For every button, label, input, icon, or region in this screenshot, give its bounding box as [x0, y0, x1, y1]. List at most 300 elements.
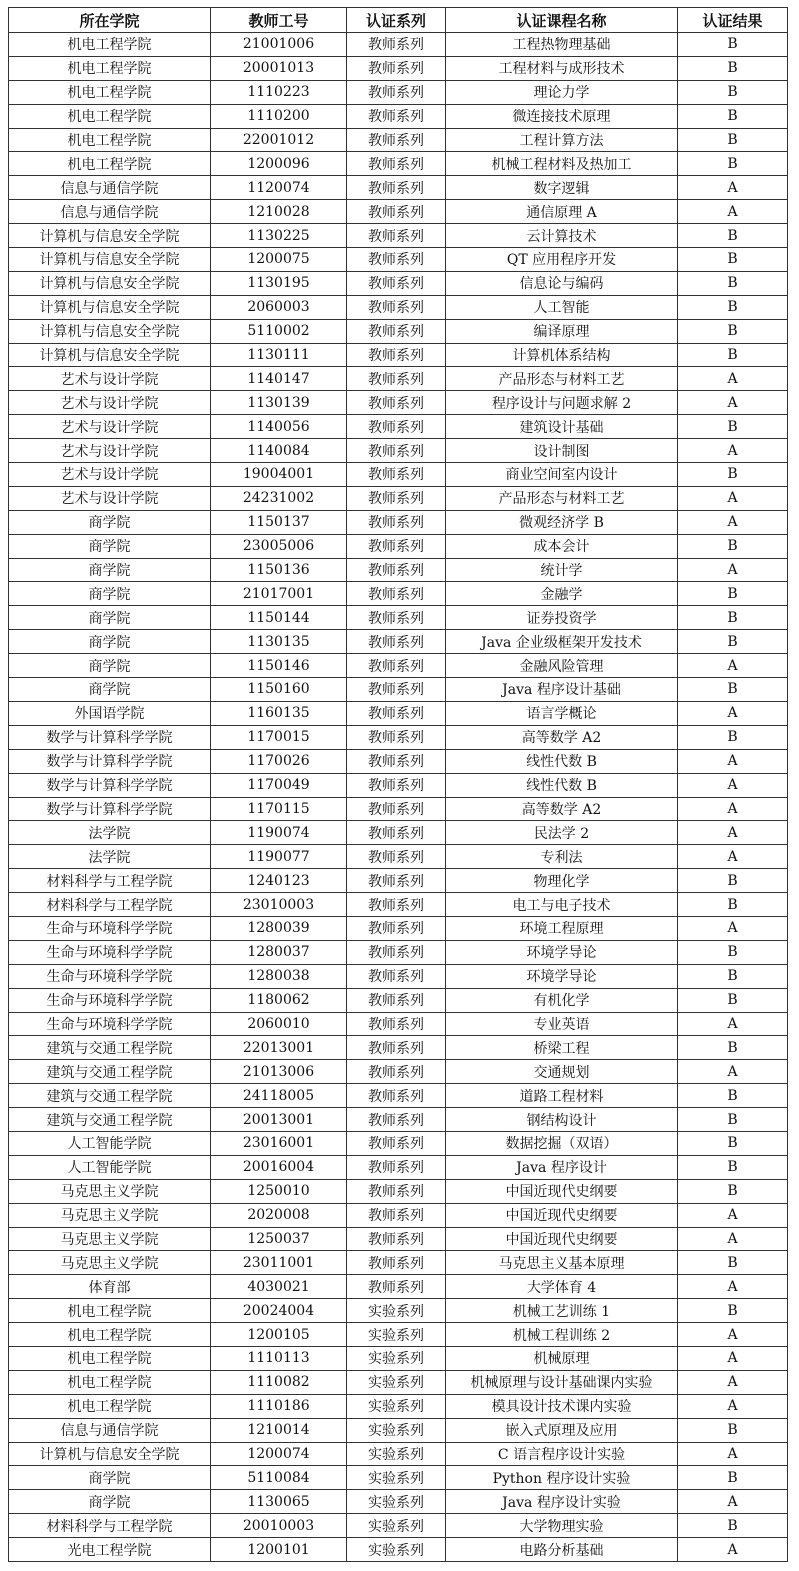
table-row [9, 1418, 788, 1442]
cell-course-name: 线性代数 B [446, 773, 678, 797]
cell-result: B [678, 1036, 788, 1060]
cell-course-name: 高等数学 A2 [446, 725, 678, 749]
table-row [9, 749, 788, 773]
cell-course-name: 证券投资学 [446, 606, 678, 630]
cell-series: 实验系列 [347, 1370, 446, 1394]
cell-course-name: 计算机体系结构 [446, 343, 678, 367]
cell-series: 教师系列 [347, 749, 446, 773]
cell-series: 教师系列 [347, 821, 446, 845]
table-row [9, 391, 788, 415]
cell-college: 商学院 [9, 678, 211, 702]
cell-course-name: 大学体育 4 [446, 1275, 678, 1299]
cell-course-name: 金融学 [446, 582, 678, 606]
table-row [9, 128, 788, 152]
cell-course-name: 中国近现代史纲要 [446, 1227, 678, 1251]
cell-course-name: 民法学 2 [446, 821, 678, 845]
cell-college: 生命与环境科学学院 [9, 916, 211, 940]
cell-teacher-id: 21017001 [211, 582, 347, 606]
cell-college: 商学院 [9, 654, 211, 678]
cell-course-name: 机械原理与设计基础课内实验 [446, 1370, 678, 1394]
header-course-name: 认证课程名称 [446, 8, 678, 33]
cell-series: 教师系列 [347, 869, 446, 893]
cell-college: 外国语学院 [9, 701, 211, 725]
cell-course-name: 理论力学 [446, 80, 678, 104]
cell-teacher-id: 19004001 [211, 463, 347, 487]
cell-course-name: 模具设计技术课内实验 [446, 1394, 678, 1418]
table-row [9, 1108, 788, 1132]
cell-result: A [678, 1060, 788, 1084]
table-row [9, 1036, 788, 1060]
cell-series: 教师系列 [347, 200, 446, 224]
table-row [9, 152, 788, 176]
cell-teacher-id: 1170015 [211, 725, 347, 749]
cell-series: 实验系列 [347, 1490, 446, 1514]
cell-teacher-id: 1130139 [211, 391, 347, 415]
table-row [9, 1370, 788, 1394]
cell-teacher-id: 2060010 [211, 1012, 347, 1036]
cell-teacher-id: 1200101 [211, 1538, 347, 1562]
cell-college: 信息与通信学院 [9, 1418, 211, 1442]
cell-result: A [678, 1275, 788, 1299]
cell-result: B [678, 343, 788, 367]
cell-series: 教师系列 [347, 1227, 446, 1251]
cell-result: B [678, 893, 788, 917]
table-row [9, 56, 788, 80]
cell-teacher-id: 1130111 [211, 343, 347, 367]
cell-series: 实验系列 [347, 1442, 446, 1466]
cell-college: 机电工程学院 [9, 1394, 211, 1418]
cell-result: A [678, 654, 788, 678]
table-row [9, 988, 788, 1012]
cell-series: 教师系列 [347, 510, 446, 534]
cell-result: B [678, 1251, 788, 1275]
cell-teacher-id: 4030021 [211, 1275, 347, 1299]
cell-teacher-id: 1110223 [211, 80, 347, 104]
cell-series: 教师系列 [347, 224, 446, 248]
cell-result: B [678, 1299, 788, 1323]
cell-result: B [678, 1131, 788, 1155]
cell-college: 生命与环境科学学院 [9, 964, 211, 988]
cell-course-name: 数字逻辑 [446, 176, 678, 200]
cell-result: A [678, 1394, 788, 1418]
cell-result: A [678, 486, 788, 510]
cell-result: B [678, 606, 788, 630]
cell-college: 马克思主义学院 [9, 1179, 211, 1203]
cell-series: 教师系列 [347, 343, 446, 367]
cell-teacher-id: 21013006 [211, 1060, 347, 1084]
table-row [9, 845, 788, 869]
table-row [9, 582, 788, 606]
cell-course-name: 机械工程训练 2 [446, 1323, 678, 1347]
cell-series: 教师系列 [347, 534, 446, 558]
table-row [9, 1442, 788, 1466]
table-row [9, 1227, 788, 1251]
cell-series: 教师系列 [347, 845, 446, 869]
cell-teacher-id: 1200075 [211, 248, 347, 272]
table-row [9, 80, 788, 104]
cell-college: 光电工程学院 [9, 1538, 211, 1562]
table-row [9, 271, 788, 295]
cell-course-name: Java 程序设计实验 [446, 1490, 678, 1514]
cell-result: B [678, 33, 788, 57]
cell-result: A [678, 821, 788, 845]
header-row [9, 8, 788, 33]
cell-college: 机电工程学院 [9, 152, 211, 176]
cell-course-name: 环境工程原理 [446, 916, 678, 940]
table-row [9, 869, 788, 893]
cell-result: A [678, 845, 788, 869]
table-row [9, 439, 788, 463]
cell-college: 生命与环境科学学院 [9, 940, 211, 964]
cell-course-name: 程序设计与问题求解 2 [446, 391, 678, 415]
cell-college: 信息与通信学院 [9, 176, 211, 200]
cell-college: 机电工程学院 [9, 33, 211, 57]
table-row [9, 1275, 788, 1299]
cell-college: 材料科学与工程学院 [9, 1514, 211, 1538]
cell-series: 教师系列 [347, 1036, 446, 1060]
cell-course-name: 金融风险管理 [446, 654, 678, 678]
table-row [9, 940, 788, 964]
cell-teacher-id: 20001013 [211, 56, 347, 80]
cell-teacher-id: 1280038 [211, 964, 347, 988]
cell-teacher-id: 20013001 [211, 1108, 347, 1132]
cell-series: 教师系列 [347, 916, 446, 940]
cell-teacher-id: 24118005 [211, 1084, 347, 1108]
cell-teacher-id: 1130135 [211, 630, 347, 654]
cell-course-name: 通信原理 A [446, 200, 678, 224]
cell-teacher-id: 21001006 [211, 33, 347, 57]
cell-college: 法学院 [9, 845, 211, 869]
cell-course-name: 有机化学 [446, 988, 678, 1012]
table-row [9, 916, 788, 940]
cell-course-name: Java 程序设计 [446, 1155, 678, 1179]
cell-teacher-id: 23016001 [211, 1131, 347, 1155]
table-row [9, 630, 788, 654]
cell-college: 生命与环境科学学院 [9, 988, 211, 1012]
cell-teacher-id: 2060003 [211, 295, 347, 319]
cell-college: 机电工程学院 [9, 128, 211, 152]
cell-college: 建筑与交通工程学院 [9, 1084, 211, 1108]
cell-series: 教师系列 [347, 271, 446, 295]
table-row [9, 1538, 788, 1562]
cell-result: A [678, 916, 788, 940]
cell-course-name: 中国近现代史纲要 [446, 1179, 678, 1203]
cell-course-name: 云计算技术 [446, 224, 678, 248]
cell-series: 教师系列 [347, 486, 446, 510]
cell-teacher-id: 1120074 [211, 176, 347, 200]
cell-teacher-id: 1150146 [211, 654, 347, 678]
cell-teacher-id: 1190077 [211, 845, 347, 869]
cell-series: 教师系列 [347, 295, 446, 319]
cell-teacher-id: 5110084 [211, 1466, 347, 1490]
cell-series: 教师系列 [347, 606, 446, 630]
cell-result: B [678, 1466, 788, 1490]
cell-result: B [678, 104, 788, 128]
cell-course-name: 产品形态与材料工艺 [446, 486, 678, 510]
table-row [9, 176, 788, 200]
cell-result: A [678, 439, 788, 463]
cell-college: 机电工程学院 [9, 1346, 211, 1370]
cell-teacher-id: 1150137 [211, 510, 347, 534]
cell-result: B [678, 1418, 788, 1442]
cell-college: 艺术与设计学院 [9, 463, 211, 487]
cell-college: 商学院 [9, 606, 211, 630]
cell-course-name: 产品形态与材料工艺 [446, 367, 678, 391]
cell-result: B [678, 940, 788, 964]
cell-result: A [678, 797, 788, 821]
header-teacher-id: 教师工号 [211, 8, 347, 33]
table-row [9, 224, 788, 248]
cell-course-name: 工程热物理基础 [446, 33, 678, 57]
cell-college: 人工智能学院 [9, 1155, 211, 1179]
cell-course-name: 建筑设计基础 [446, 415, 678, 439]
cell-course-name: 机械原理 [446, 1346, 678, 1370]
cell-course-name: 商业空间室内设计 [446, 463, 678, 487]
cell-teacher-id: 1210028 [211, 200, 347, 224]
cell-college: 机电工程学院 [9, 56, 211, 80]
cell-result: A [678, 558, 788, 582]
cell-teacher-id: 1150136 [211, 558, 347, 582]
table-row [9, 367, 788, 391]
cell-series: 教师系列 [347, 1179, 446, 1203]
cell-teacher-id: 1240123 [211, 869, 347, 893]
cell-result: A [678, 176, 788, 200]
cell-teacher-id: 1140147 [211, 367, 347, 391]
table-row [9, 893, 788, 917]
cell-course-name: 电工与电子技术 [446, 893, 678, 917]
table-row [9, 1155, 788, 1179]
cell-series: 教师系列 [347, 964, 446, 988]
cell-teacher-id: 1180062 [211, 988, 347, 1012]
cell-teacher-id: 20016004 [211, 1155, 347, 1179]
cell-result: A [678, 1346, 788, 1370]
cell-college: 商学院 [9, 630, 211, 654]
cell-result: B [678, 678, 788, 702]
table-row [9, 1179, 788, 1203]
cell-series: 实验系列 [347, 1418, 446, 1442]
cell-college: 建筑与交通工程学院 [9, 1108, 211, 1132]
cell-series: 教师系列 [347, 56, 446, 80]
cell-course-name: 大学物理实验 [446, 1514, 678, 1538]
cell-college: 体育部 [9, 1275, 211, 1299]
cell-series: 教师系列 [347, 1060, 446, 1084]
cell-result: B [678, 1155, 788, 1179]
cell-college: 数学与计算科学学院 [9, 773, 211, 797]
cell-course-name: 语言学概论 [446, 701, 678, 725]
cell-series: 实验系列 [347, 1466, 446, 1490]
cell-series: 教师系列 [347, 128, 446, 152]
table-row [9, 964, 788, 988]
cell-course-name: 微连接技术原理 [446, 104, 678, 128]
cell-college: 信息与通信学院 [9, 200, 211, 224]
cell-course-name: Java 程序设计基础 [446, 678, 678, 702]
cell-college: 艺术与设计学院 [9, 439, 211, 463]
cell-teacher-id: 5110002 [211, 319, 347, 343]
cell-teacher-id: 1160135 [211, 701, 347, 725]
cell-series: 教师系列 [347, 152, 446, 176]
cell-college: 机电工程学院 [9, 1299, 211, 1323]
cell-college: 商学院 [9, 510, 211, 534]
cell-college: 机电工程学院 [9, 104, 211, 128]
cell-series: 教师系列 [347, 319, 446, 343]
table-row [9, 678, 788, 702]
cell-result: B [678, 1084, 788, 1108]
cell-course-name: 专利法 [446, 845, 678, 869]
cell-course-name: 环境学导论 [446, 940, 678, 964]
cell-series: 教师系列 [347, 893, 446, 917]
header-college: 所在学院 [9, 8, 211, 33]
cell-result: A [678, 1442, 788, 1466]
cell-college: 计算机与信息安全学院 [9, 271, 211, 295]
table-row [9, 248, 788, 272]
table-row [9, 558, 788, 582]
cell-teacher-id: 1200096 [211, 152, 347, 176]
table-row [9, 1490, 788, 1514]
cell-course-name: 数据挖掘（双语） [446, 1131, 678, 1155]
cell-college: 数学与计算科学学院 [9, 797, 211, 821]
cell-college: 马克思主义学院 [9, 1251, 211, 1275]
cell-series: 教师系列 [347, 725, 446, 749]
cell-teacher-id: 1110200 [211, 104, 347, 128]
cell-result: A [678, 1538, 788, 1562]
table-row [9, 1012, 788, 1036]
cell-college: 商学院 [9, 534, 211, 558]
cell-result: B [678, 582, 788, 606]
cell-series: 教师系列 [347, 33, 446, 57]
cell-series: 教师系列 [347, 654, 446, 678]
cell-series: 教师系列 [347, 701, 446, 725]
cell-teacher-id: 22001012 [211, 128, 347, 152]
table-row [9, 821, 788, 845]
cell-course-name: 人工智能 [446, 295, 678, 319]
cell-college: 商学院 [9, 558, 211, 582]
cell-result: B [678, 630, 788, 654]
cell-series: 教师系列 [347, 797, 446, 821]
cell-teacher-id: 1280037 [211, 940, 347, 964]
cell-teacher-id: 22013001 [211, 1036, 347, 1060]
cell-series: 教师系列 [347, 367, 446, 391]
header-result: 认证结果 [678, 8, 788, 33]
table-row [9, 1299, 788, 1323]
cell-course-name: 设计制图 [446, 439, 678, 463]
cell-college: 材料科学与工程学院 [9, 869, 211, 893]
cell-course-name: 工程计算方法 [446, 128, 678, 152]
cell-series: 教师系列 [347, 80, 446, 104]
cell-course-name: 工程材料与成形技术 [446, 56, 678, 80]
cell-college: 商学院 [9, 1466, 211, 1490]
table-row [9, 1394, 788, 1418]
cell-course-name: 马克思主义基本原理 [446, 1251, 678, 1275]
cell-teacher-id: 1200105 [211, 1323, 347, 1347]
cell-college: 建筑与交通工程学院 [9, 1036, 211, 1060]
cell-course-name: 专业英语 [446, 1012, 678, 1036]
cell-college: 商学院 [9, 582, 211, 606]
cell-series: 教师系列 [347, 104, 446, 128]
cell-college: 建筑与交通工程学院 [9, 1060, 211, 1084]
cell-teacher-id: 1170026 [211, 749, 347, 773]
cell-result: B [678, 224, 788, 248]
cell-college: 法学院 [9, 821, 211, 845]
table-row [9, 654, 788, 678]
cell-series: 教师系列 [347, 1155, 446, 1179]
cell-series: 实验系列 [347, 1346, 446, 1370]
table-row [9, 797, 788, 821]
table-row [9, 1466, 788, 1490]
cell-series: 教师系列 [347, 439, 446, 463]
cell-course-name: 嵌入式原理及应用 [446, 1418, 678, 1442]
table-row [9, 1131, 788, 1155]
cell-teacher-id: 1210014 [211, 1418, 347, 1442]
cell-course-name: 钢结构设计 [446, 1108, 678, 1132]
cell-result: B [678, 1108, 788, 1132]
cell-result: B [678, 248, 788, 272]
cell-series: 教师系列 [347, 1084, 446, 1108]
cell-result: A [678, 391, 788, 415]
cell-result: A [678, 1370, 788, 1394]
cell-teacher-id: 20024004 [211, 1299, 347, 1323]
cell-result: A [678, 1227, 788, 1251]
table-row [9, 1084, 788, 1108]
cell-series: 实验系列 [347, 1299, 446, 1323]
cell-series: 实验系列 [347, 1514, 446, 1538]
cell-teacher-id: 1150144 [211, 606, 347, 630]
table-row [9, 463, 788, 487]
cell-college: 商学院 [9, 1490, 211, 1514]
cell-result: B [678, 415, 788, 439]
cell-college: 材料科学与工程学院 [9, 893, 211, 917]
cell-result: B [678, 80, 788, 104]
cell-college: 机电工程学院 [9, 1370, 211, 1394]
table-row [9, 1346, 788, 1370]
cell-course-name: 机械工艺训练 1 [446, 1299, 678, 1323]
cell-teacher-id: 20010003 [211, 1514, 347, 1538]
table-row [9, 606, 788, 630]
cell-result: A [678, 1012, 788, 1036]
cell-course-name: C 语言程序设计实验 [446, 1442, 678, 1466]
cell-college: 艺术与设计学院 [9, 367, 211, 391]
cell-series: 实验系列 [347, 1323, 446, 1347]
cell-series: 教师系列 [347, 1131, 446, 1155]
cell-result: B [678, 152, 788, 176]
cell-series: 教师系列 [347, 940, 446, 964]
cell-course-name: 物理化学 [446, 869, 678, 893]
cell-college: 计算机与信息安全学院 [9, 295, 211, 319]
cell-teacher-id: 1110113 [211, 1346, 347, 1370]
table-row [9, 1251, 788, 1275]
table-row [9, 510, 788, 534]
cell-college: 马克思主义学院 [9, 1203, 211, 1227]
cell-series: 教师系列 [347, 415, 446, 439]
cell-teacher-id: 2020008 [211, 1203, 347, 1227]
cell-result: A [678, 1323, 788, 1347]
table-row [9, 343, 788, 367]
cell-series: 教师系列 [347, 558, 446, 582]
cell-result: B [678, 128, 788, 152]
cell-course-name: Python 程序设计实验 [446, 1466, 678, 1490]
cell-teacher-id: 1130225 [211, 224, 347, 248]
cell-college: 计算机与信息安全学院 [9, 319, 211, 343]
cell-college: 计算机与信息安全学院 [9, 248, 211, 272]
cell-series: 教师系列 [347, 678, 446, 702]
cell-course-name: 环境学导论 [446, 964, 678, 988]
cell-course-name: 桥梁工程 [446, 1036, 678, 1060]
table-row [9, 773, 788, 797]
cell-teacher-id: 1110186 [211, 1394, 347, 1418]
cell-teacher-id: 23011001 [211, 1251, 347, 1275]
cell-course-name: 信息论与编码 [446, 271, 678, 295]
cell-result: B [678, 725, 788, 749]
cell-series: 教师系列 [347, 1108, 446, 1132]
